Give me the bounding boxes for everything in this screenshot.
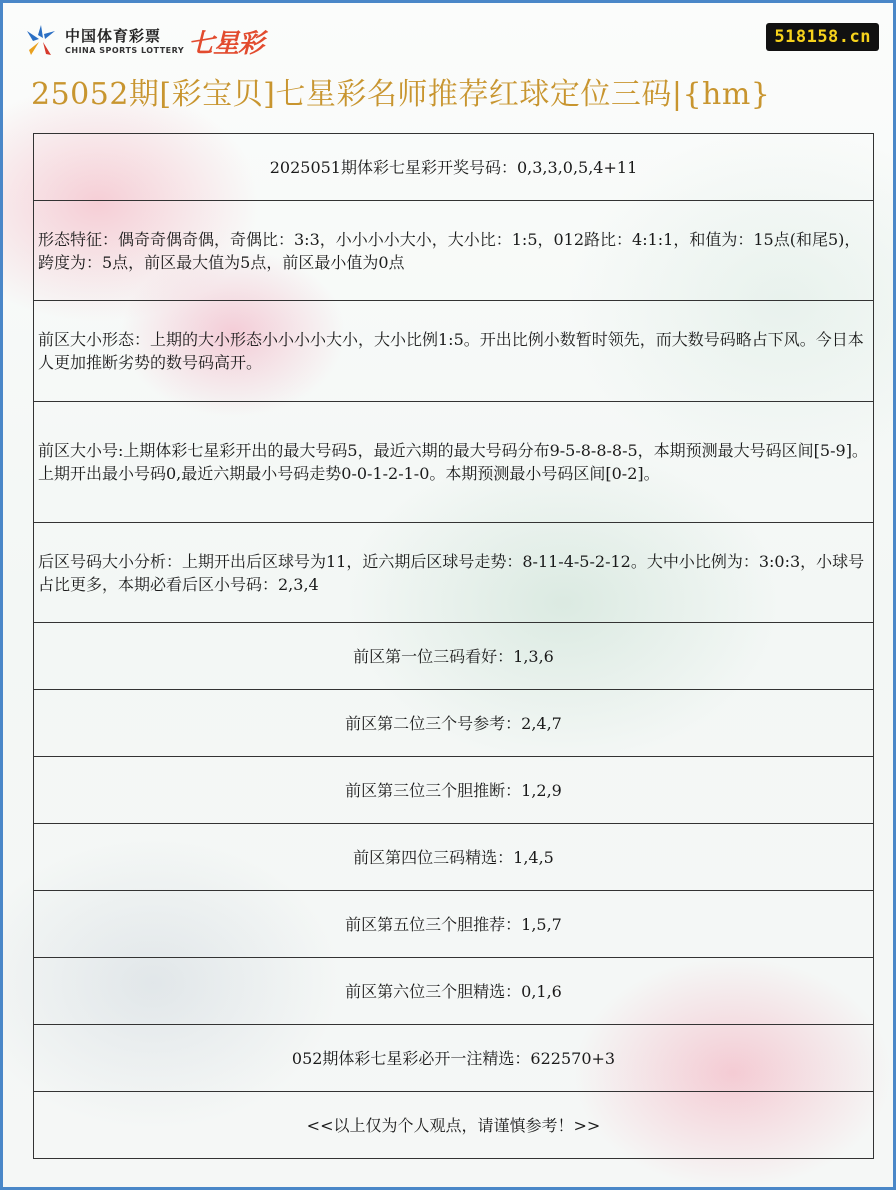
pattern-cell: 形态特征：偶奇奇偶奇偶，奇偶比：3:3，小小小小大小，大小比：1:5，012路比：4:1:1，和值为：15点(和尾5)，跨度为：5点，前区最大值为5点，前区最小值为0点	[34, 201, 874, 301]
position-4-cell: 前区第四位三码精选：1,4,5	[34, 824, 874, 891]
table-row	[34, 402, 874, 523]
position-2-cell: 前区第二位三个号参考：2,4,7	[34, 690, 874, 757]
page-title: 25052期[彩宝贝]七星彩名师推荐红球定位三码|{hm}	[31, 77, 771, 112]
table-row	[34, 1092, 874, 1159]
table-row	[34, 623, 874, 690]
table-row	[34, 690, 874, 757]
recommendation-table	[33, 133, 874, 1159]
table-row	[34, 134, 874, 201]
table-row	[34, 757, 874, 824]
table-row	[34, 301, 874, 402]
china-sports-lottery-logo	[23, 21, 263, 61]
table-row	[34, 201, 874, 301]
lottery-star-icon	[23, 23, 59, 59]
back-zone-cell: 后区号码大小分析：上期开出后区球号为11，近六期后区球号走势：8-11-4-5-2-12。大中小比例为：3:0:3，小球号占比更多，本期必看后区小号码：2,3,4	[34, 523, 874, 623]
size-pattern-cell: 前区大小形态：上期的大小形态小小小小大小，大小比例1:5。开出比例小数暂时领先，而大数号码略占下风。今日本人更加推断劣势的数号码高开。	[34, 301, 874, 402]
draw-result-cell: 2025051期体彩七星彩开奖号码：0,3,3,0,5,4+11	[34, 134, 874, 201]
position-6-cell: 前区第六位三个胆精选：0,1,6	[34, 958, 874, 1025]
position-1-cell: 前区第一位三码看好：1,3,6	[34, 623, 874, 690]
table-row	[34, 958, 874, 1025]
header	[3, 3, 896, 133]
table-row	[34, 523, 874, 623]
table-row	[34, 824, 874, 891]
table-row	[34, 891, 874, 958]
logo-text	[65, 27, 184, 56]
logo-cn: 中国体育彩票	[65, 26, 162, 45]
position-5-cell: 前区第五位三个胆推荐：1,5,7	[34, 891, 874, 958]
logo-en: CHINA SPORTS LOTTERY	[65, 45, 185, 55]
disclaimer-cell: <<以上仅为个人观点，请谨慎参考！>>	[34, 1092, 874, 1159]
position-3-cell: 前区第三位三个胆推断：1,2,9	[34, 757, 874, 824]
table-row	[34, 1025, 874, 1092]
pick-cell: 052期体彩七星彩必开一注精选：622570+3	[34, 1025, 874, 1092]
size-number-cell: 前区大小号:上期体彩七星彩开出的最大号码5，最近六期的最大号码分布9-5-8-8-8-5，本期预测最大号码区间[5-9]。上期开出最小号码0,最近六期最小号码走势0-0-1-2-1-0。本期预测最小号码区间[0-2]。	[34, 402, 874, 523]
logo-brand: 七星彩	[188, 28, 264, 59]
content	[33, 133, 874, 1159]
site-badge[interactable]: 518158.cn	[766, 23, 879, 51]
